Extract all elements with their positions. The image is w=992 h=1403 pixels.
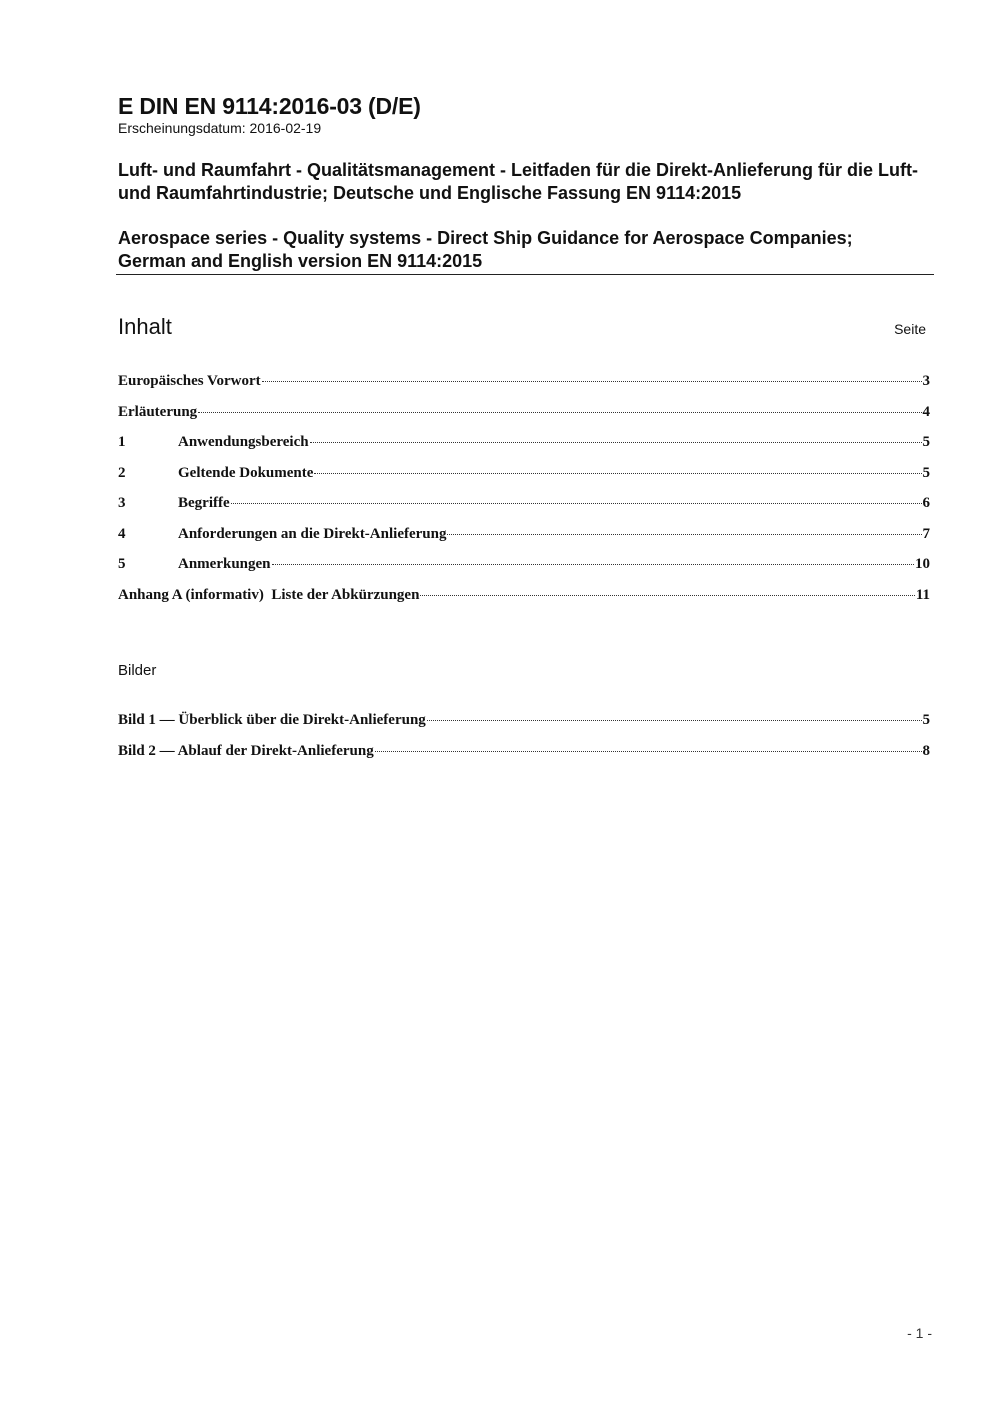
figure-entry-bild-2[interactable] <box>118 740 930 771</box>
toc-leader <box>375 751 922 752</box>
toc-entry-europaeisches-vorwort[interactable] <box>118 370 930 401</box>
toc-leader <box>310 442 922 443</box>
toc-entry-anmerkungen[interactable] <box>118 553 930 584</box>
figure-entry-page: 8 <box>922 742 930 759</box>
toc-leader <box>427 720 922 721</box>
toc-leader <box>447 534 921 535</box>
document-title: E DIN EN 9114:2016-03 (D/E) <box>118 93 421 119</box>
toc-leader <box>231 503 922 504</box>
list-of-figures <box>118 709 930 770</box>
document-header <box>118 92 934 273</box>
header-divider <box>116 274 934 275</box>
toc-entry-number: 1 <box>118 434 126 450</box>
toc-entry-number: 4 <box>118 525 126 542</box>
toc-entry-number: 3 <box>118 495 126 511</box>
toc-entry-anwendungsbereich[interactable] <box>118 431 930 462</box>
toc-entry-geltende-dokumente[interactable] <box>118 462 930 493</box>
title-german: Luft- und Raumfahrt - Qualitätsmanagement - Leitfaden für die Direkt-Anlieferung für die Luft- und Raumfahrtindustrie; Deutsche und Englische Fassung EN 9114:2015 <box>118 160 919 203</box>
toc-entry-label: Erläuterung <box>118 403 198 420</box>
toc-entry-page: 6 <box>922 495 930 511</box>
toc-entry-number: 2 <box>118 464 126 481</box>
toc-heading: Inhalt <box>118 314 172 339</box>
toc-leader <box>314 473 921 474</box>
figure-entry-page: 5 <box>922 712 930 728</box>
table-of-contents <box>118 370 930 614</box>
toc-entry-erlaeuterung[interactable] <box>118 401 930 432</box>
toc-heading-row <box>118 314 926 340</box>
toc-entry-begriffe[interactable] <box>118 492 930 523</box>
toc-entry-label: Anforderungen an die Direkt-Anlieferung <box>178 525 447 542</box>
toc-entry-label: Anmerkungen <box>178 556 271 572</box>
title-english: Aerospace series - Quality systems - Direct Ship Guidance for Aerospace Companies; German and English version EN 9114:2015 <box>118 228 853 271</box>
toc-entry-page: 4 <box>922 403 930 420</box>
page-number: - 1 - <box>907 1325 932 1341</box>
toc-leader <box>262 381 922 382</box>
figure-entry-label: Bild 2 — Ablauf der Direkt-Anlieferung <box>118 742 374 759</box>
toc-entry-number: 5 <box>118 556 126 572</box>
toc-entry-label: Europäisches Vorwort <box>118 373 261 389</box>
toc-entry-page: 11 <box>915 586 930 603</box>
toc-page-column-label: Seite <box>894 321 926 337</box>
toc-entry-page: 5 <box>922 464 930 481</box>
toc-entry-label: Anhang A (informativ) Liste der Abkürzungen <box>118 586 420 603</box>
toc-entry-label: Anwendungsbereich <box>178 434 309 450</box>
toc-entry-page: 7 <box>922 525 930 542</box>
toc-entry-anhang-a[interactable] <box>118 584 930 615</box>
figure-entry-bild-1[interactable] <box>118 709 930 740</box>
publication-date: Erscheinungsdatum: 2016-02-19 <box>118 120 322 136</box>
toc-entry-label: Begriffe <box>178 495 230 511</box>
figure-entry-label: Bild 1 — Überblick über die Direkt-Anlieferung <box>118 712 426 728</box>
toc-entry-page: 5 <box>922 434 930 450</box>
toc-entry-page: 10 <box>915 556 930 572</box>
toc-leader <box>198 412 921 413</box>
toc-leader <box>272 564 914 565</box>
figures-heading: Bilder <box>118 662 157 679</box>
toc-entry-anforderungen[interactable] <box>118 523 930 554</box>
toc-entry-page: 3 <box>922 373 930 389</box>
toc-leader <box>420 595 914 596</box>
toc-entry-label: Geltende Dokumente <box>178 464 314 481</box>
